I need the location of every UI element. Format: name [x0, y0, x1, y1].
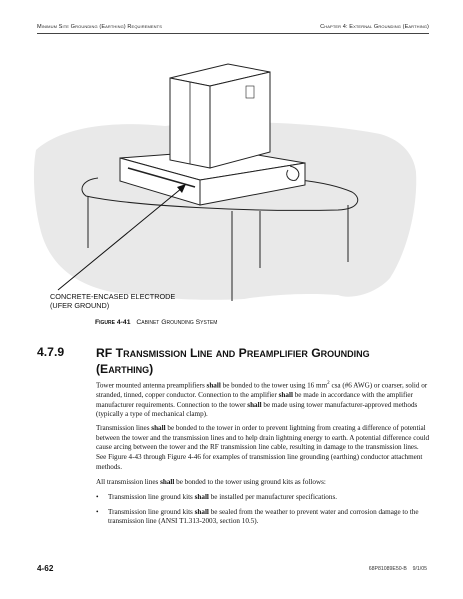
- document-reference: 68P81089E50-B 9/1/05: [368, 566, 427, 572]
- p1-superscript: 2: [327, 381, 330, 386]
- p1-text: be bonded to the tower using 16 mm: [220, 381, 328, 390]
- p3-text: be bonded to the tower using ground kits as follows:: [174, 478, 326, 486]
- p2-shall: shall: [151, 424, 166, 432]
- section-title: [96, 345, 416, 377]
- p1-shall: shall: [206, 381, 221, 390]
- p3-shall: shall: [160, 478, 175, 486]
- bullet-text: Transmission line ground kits: [108, 507, 195, 516]
- p1-text: csa (#6 AWG) or coarser, solid or stranded, tinned, copper conductor. Connection to the amplifier: [96, 381, 428, 400]
- figure-callout: [50, 292, 175, 311]
- figure-caption-label: Figure 4-41: [95, 319, 131, 326]
- section-title-line-1: RF Transmission Line and Preamplifier Grounding: [96, 346, 370, 360]
- bullet-glyph: •: [96, 493, 99, 501]
- p2-text: Transmission lines: [96, 424, 152, 432]
- p1-text: be made using tower manufacturer-approved methods (typically a type of mechanical clamp).: [96, 400, 418, 419]
- p1-text: Tower mounted antenna preamplifiers: [96, 381, 207, 390]
- p3-text: All transmission lines: [96, 478, 161, 486]
- p1-text: be made in accordance with the amplifier manufacturer requirements. Connection to the tower: [96, 391, 413, 409]
- bullet-text: Transmission line ground kits: [108, 493, 195, 501]
- figure-caption-text: Cabinet Grounding System: [136, 319, 218, 326]
- bullet-list: [96, 493, 430, 532]
- paragraph-2: [96, 424, 430, 473]
- p1-shall: shall: [247, 400, 262, 409]
- list-item: [96, 508, 430, 527]
- cabinet-side: [210, 72, 270, 168]
- figure-caption: [95, 319, 217, 326]
- section-number: 4.7.9: [37, 345, 65, 359]
- paragraph-3: [96, 478, 430, 488]
- bullet-shall: shall: [194, 493, 209, 501]
- bullet-glyph: •: [96, 507, 99, 516]
- bullet-shall: shall: [194, 507, 209, 516]
- list-item: [96, 493, 430, 503]
- paragraph-1: [96, 379, 430, 420]
- bullet-text: be installed per manufacturer specifications.: [208, 493, 338, 501]
- header-left: Minimum Site Grounding (Earthing) Requirements: [37, 24, 162, 30]
- p1-shall: shall: [278, 391, 293, 400]
- callout-line-1: CONCRETE-ENCASED ELECTRODE: [50, 292, 176, 301]
- bullet-text: be sealed from the weather to prevent water and corrosion damage to the transmission line (ANSI T1.313-2003, section 10.5).: [108, 507, 419, 526]
- callout-line-2: (UFER GROUND): [50, 301, 110, 311]
- page-number: 4-62: [37, 564, 54, 573]
- header-right: Chapter 4: External Grounding (Earthing): [320, 24, 429, 30]
- p2-text: be bonded to the tower in order to prevent lightning from creating a difference of potential between the tower and the transmission lines and to help drain lightning energy to earth. A potential difference could cause arcing between the tower and the RF transmission line cable, resulting in damage to the transmission lines. See Figure 4-43 through Figure 4-46 for examples of transmission line grounding (earthing) conductor attachment methods.: [96, 424, 430, 471]
- section-title-line-2: (Earthing): [96, 362, 154, 376]
